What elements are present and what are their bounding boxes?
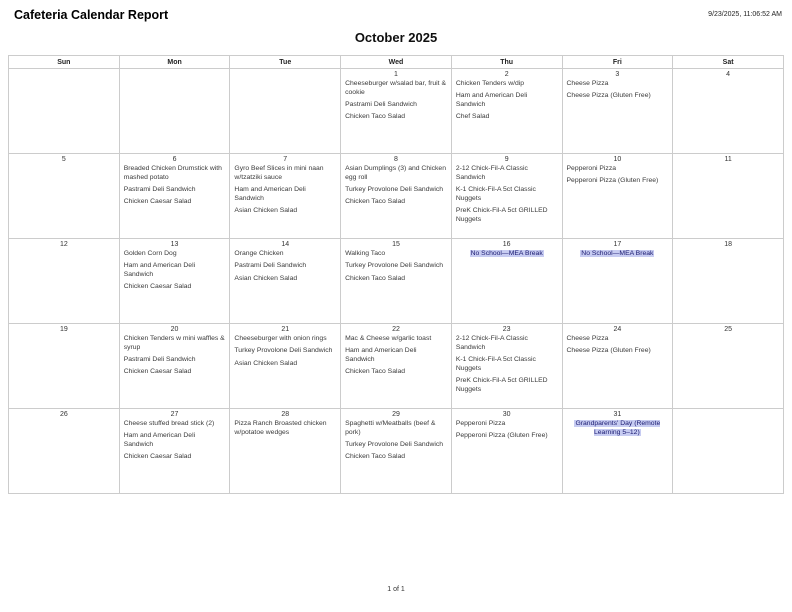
calendar-week-row [9, 409, 784, 494]
calendar-day-cell [451, 154, 562, 239]
calendar-day-cell [451, 69, 562, 154]
weekday-header-tue: Tue [230, 56, 341, 69]
calendar-day-cell [562, 409, 673, 494]
day-number: 30 [502, 411, 511, 418]
calendar-day-cell [230, 154, 341, 239]
weekday-header-thu: Thu [451, 56, 562, 69]
menu-item: Pepperoni Pizza [566, 165, 617, 172]
calendar-day-cell [562, 239, 673, 324]
menu-item: 2-12 Chick-Fil-A Classic Sandwich [455, 335, 528, 351]
day-number: 7 [283, 156, 288, 163]
page-footer [0, 586, 792, 593]
day-number: 31 [613, 411, 622, 418]
calendar-day-cell [9, 324, 120, 409]
menu-item: Chicken Tenders w/dip [455, 80, 525, 87]
calendar-day-cell [9, 154, 120, 239]
calendar-week-row [9, 154, 784, 239]
calendar-day-cell [9, 239, 120, 324]
day-number: 21 [281, 326, 290, 333]
calendar-day-cell [230, 69, 341, 154]
day-number: 6 [172, 156, 177, 163]
menu-item: Golden Corn Dog [123, 250, 177, 257]
menu-item: K-1 Chick-Fil-A 5ct Classic Nuggets [455, 356, 536, 372]
calendar-day-cell [562, 69, 673, 154]
day-number: 24 [613, 326, 622, 333]
menu-item: Spaghetti w/Meatballs (beef & pork) [345, 420, 436, 436]
weekday-header-mon: Mon [119, 56, 230, 69]
menu-item: PreK Chick-Fil-A 5ct GRILLED Nuggets [455, 207, 548, 224]
calendar-table [8, 55, 784, 494]
weekday-header-sun: Sun [9, 56, 120, 69]
menu-item: Chicken Caesar Salad [123, 283, 192, 291]
calendar-week-row [9, 69, 784, 154]
menu-item: Cheeseburger with onion rings [234, 335, 327, 342]
calendar-week-row [9, 239, 784, 324]
menu-item: Turkey Provolone Deli Sandwich [345, 262, 444, 270]
day-number: 16 [502, 241, 511, 248]
day-number: 26 [59, 411, 68, 418]
menu-item: Pepperoni Pizza (Gluten Free) [566, 177, 659, 185]
menu-item: Chicken Taco Salad [345, 453, 406, 461]
menu-item: Cheese Pizza (Gluten Free) [566, 92, 651, 100]
day-number: 19 [59, 326, 68, 333]
menu-item: Pastrami Deli Sandwich [123, 186, 196, 194]
menu-item: Chef Salad [455, 113, 490, 121]
day-number: 25 [724, 326, 732, 333]
calendar-day-cell [119, 409, 230, 494]
menu-item: Orange Chicken [234, 250, 284, 257]
day-number: 8 [394, 156, 398, 163]
calendar-day-cell [230, 239, 341, 324]
day-number: 29 [392, 411, 400, 418]
menu-item: Pastrami Deli Sandwich [234, 262, 307, 270]
menu-item: Cheese Pizza (Gluten Free) [566, 347, 651, 355]
day-number: 20 [170, 326, 179, 333]
menu-item: Chicken Taco Salad [345, 368, 406, 376]
day-number: 11 [724, 156, 732, 163]
menu-item: Chicken Taco Salad [345, 274, 406, 282]
calendar-day-cell [9, 409, 120, 494]
menu-item: Mac & Cheese w/garlic toast [345, 335, 432, 342]
day-number: 1 [394, 71, 398, 78]
day-number: 2 [504, 71, 509, 78]
menu-item: Chicken Caesar Salad [123, 368, 192, 376]
calendar-event-highlight: No School—MEA Break [581, 250, 654, 257]
menu-item: Breaded Chicken Drumstick with mashed potato [123, 165, 222, 181]
calendar-day-cell [673, 409, 784, 494]
calendar-day-cell [673, 69, 784, 154]
menu-item: Pizza Ranch Broasted chicken w/potatoe wedges [234, 420, 327, 436]
menu-item: Asian Chicken Salad [234, 359, 298, 367]
calendar-day-cell [451, 409, 562, 494]
report-header [14, 8, 782, 22]
day-number: 28 [281, 411, 290, 418]
calendar-day-cell [230, 324, 341, 409]
calendar-day-cell [341, 154, 452, 239]
calendar-day-cell [230, 409, 341, 494]
calendar-day-cell [341, 239, 452, 324]
day-number: 9 [504, 156, 509, 163]
calendar-day-cell [562, 324, 673, 409]
day-number: 12 [59, 241, 68, 248]
menu-item: Turkey Provolone Deli Sandwich [345, 441, 444, 449]
menu-item: Asian Chicken Salad [234, 207, 298, 215]
menu-item: Gyro Beef Slices in mini naan w/tzatziki sauce [234, 165, 324, 181]
calendar-day-cell [9, 69, 120, 154]
day-number: 10 [613, 156, 622, 163]
menu-item: Chicken Caesar Salad [123, 453, 192, 461]
menu-item: PreK Chick-Fil-A 5ct GRILLED Nuggets [455, 377, 548, 394]
calendar-event-highlight: No School—MEA Break [470, 250, 543, 257]
menu-item: Asian Chicken Salad [234, 274, 298, 282]
day-number: 22 [392, 326, 400, 333]
calendar-day-cell [119, 69, 230, 154]
day-number: 5 [61, 156, 66, 163]
menu-item: Cheeseburger w/salad bar, fruit & cookie [345, 80, 446, 96]
month-title: October 2025 [354, 30, 438, 45]
report-title: Cafeteria Calendar Report [14, 8, 169, 22]
page-number: 1 of 1 [387, 586, 405, 593]
calendar-day-cell [341, 324, 452, 409]
menu-item: Pepperoni Pizza (Gluten Free) [455, 432, 548, 440]
calendar-day-cell [341, 409, 452, 494]
calendar-day-cell [119, 324, 230, 409]
menu-item: Turkey Provolone Deli Sandwich [345, 186, 444, 194]
menu-item: Asian Dumplings (3) and Chicken egg roll [345, 165, 446, 181]
menu-item: K-1 Chick-Fil-A 5ct Classic Nuggets [455, 186, 536, 202]
menu-item: Pepperoni Pizza [455, 420, 506, 427]
menu-item: Chicken Taco Salad [345, 198, 406, 206]
menu-item: Cheese stuffed bread stick (2) [123, 420, 215, 427]
day-number: 23 [502, 326, 511, 333]
day-number: 14 [281, 241, 290, 248]
day-number: 18 [724, 241, 732, 248]
day-number: 4 [726, 71, 731, 78]
menu-item: Ham and American Deli Sandwich [455, 92, 528, 109]
menu-item: Ham and American Deli Sandwich [123, 432, 196, 449]
day-number: 3 [615, 71, 620, 78]
menu-item: Cheese Pizza [566, 80, 609, 87]
day-number: 15 [392, 241, 400, 248]
menu-item: 2-12 Chick-Fil-A Classic Sandwich [455, 165, 528, 181]
calendar-day-cell [341, 69, 452, 154]
menu-item: Ham and American Deli Sandwich [345, 347, 417, 364]
calendar-day-cell [673, 324, 784, 409]
menu-item: Ham and American Deli Sandwich [234, 186, 306, 202]
menu-item: Ham and American Deli Sandwich [123, 262, 196, 279]
menu-item: Cheese Pizza [566, 335, 609, 342]
menu-item: Turkey Provolone Deli Sandwich [234, 347, 333, 355]
day-number: 27 [170, 411, 179, 418]
menu-item: Pastrami Deli Sandwich [345, 101, 417, 109]
menu-item: Chicken Taco Salad [345, 113, 406, 121]
menu-item: Chicken Tenders w mini waffles & syrup [123, 335, 225, 351]
weekday-header-wed: Wed [341, 56, 452, 69]
calendar-day-cell [451, 324, 562, 409]
weekday-header-fri: Fri [562, 56, 673, 69]
day-number: 13 [170, 241, 179, 248]
calendar-body [9, 69, 784, 494]
weekday-header-row [9, 56, 784, 69]
calendar-day-cell [673, 154, 784, 239]
menu-item: Walking Taco [345, 250, 386, 257]
calendar-week-row [9, 324, 784, 409]
calendar-day-cell [451, 239, 562, 324]
print-timestamp: 9/23/2025, 11:06:52 AM [708, 11, 782, 18]
day-number: 17 [613, 241, 622, 248]
weekday-header-sat: Sat [673, 56, 784, 69]
calendar-event-highlight: Grandparents' Day (Remote Learning 5–12) [575, 420, 661, 436]
menu-item: Pastrami Deli Sandwich [123, 356, 196, 364]
calendar-day-cell [673, 239, 784, 324]
menu-item: Chicken Caesar Salad [123, 198, 192, 206]
calendar-day-cell [562, 154, 673, 239]
calendar-day-cell [119, 239, 230, 324]
calendar-day-cell [119, 154, 230, 239]
